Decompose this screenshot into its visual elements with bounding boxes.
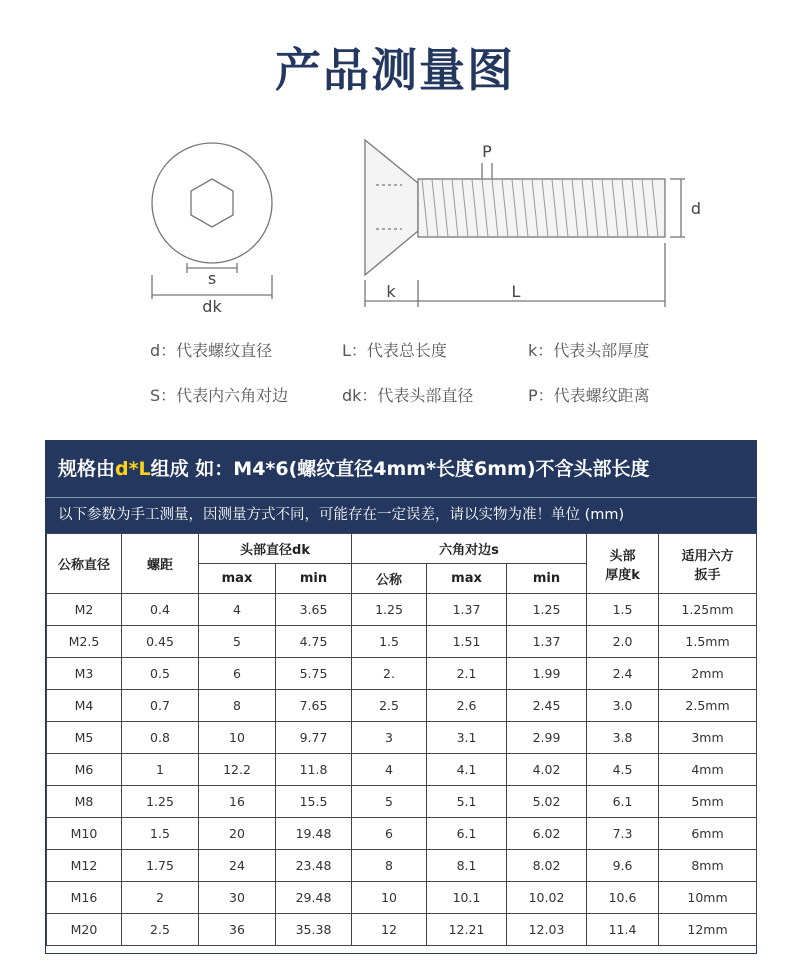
table-cell: M16	[47, 882, 122, 914]
col-wrench	[659, 534, 757, 594]
table-cell: M10	[47, 818, 122, 850]
table-cell: 2.6	[427, 690, 507, 722]
table-cell: 29.48	[276, 882, 352, 914]
table-cell: 4.02	[507, 754, 587, 786]
col-s-min: min	[507, 564, 587, 594]
table-cell: 30	[199, 882, 276, 914]
table-cell: 4.5	[587, 754, 659, 786]
spec-header-pre: 规格由	[58, 458, 116, 480]
table-cell: 8	[199, 690, 276, 722]
table-row	[47, 690, 757, 722]
table-cell: 2.	[352, 658, 427, 690]
table-cell: 3.65	[276, 594, 352, 626]
screw-diagram	[140, 135, 702, 316]
table-cell: 10.02	[507, 882, 587, 914]
table-cell: 0.45	[122, 626, 199, 658]
table-cell: 3.8	[587, 722, 659, 754]
page-title: 产品测量图	[275, 43, 515, 97]
table-cell: 0.5	[122, 658, 199, 690]
table-cell: 2.5	[122, 914, 199, 946]
table-cell: 2.5	[352, 690, 427, 722]
table-cell: 12.03	[507, 914, 587, 946]
table-cell: 36	[199, 914, 276, 946]
table-cell: 1.99	[507, 658, 587, 690]
table-cell: 1.25	[507, 594, 587, 626]
table-row	[47, 818, 757, 850]
spec-note: 以下参数为手工测量，因测量方式不同，可能存在一定误差，请以实物为准！单位 (mm)	[46, 497, 756, 533]
table-cell: 35.38	[276, 914, 352, 946]
table-cell: 16	[199, 786, 276, 818]
col-head-thick-line2: 厚度k	[605, 567, 640, 583]
table-cell: M20	[47, 914, 122, 946]
table-cell: M12	[47, 850, 122, 882]
col-head-dia: 头部直径dk	[199, 534, 352, 564]
table-cell: 6mm	[659, 818, 757, 850]
col-dk-max: max	[199, 564, 276, 594]
table-cell: 5.75	[276, 658, 352, 690]
table-cell: 2.45	[507, 690, 587, 722]
label-k: k	[386, 282, 396, 301]
table-cell: 8.1	[427, 850, 507, 882]
table-row	[47, 626, 757, 658]
spec-header-highlight: d*L	[115, 458, 151, 480]
table-cell: 8.02	[507, 850, 587, 882]
table-cell: 1.5mm	[659, 626, 757, 658]
table-cell: 8mm	[659, 850, 757, 882]
table-cell: 2.0	[587, 626, 659, 658]
table-cell: 1.51	[427, 626, 507, 658]
table-cell: M6	[47, 754, 122, 786]
table-cell: 5	[352, 786, 427, 818]
table-cell: M8	[47, 786, 122, 818]
legend	[150, 338, 710, 406]
table-cell: 5mm	[659, 786, 757, 818]
table-cell: 1.37	[507, 626, 587, 658]
table-cell: 4mm	[659, 754, 757, 786]
label-dk: dk	[202, 297, 222, 316]
legend-item: d：代表螺纹直径	[150, 341, 273, 360]
table-cell: 0.8	[122, 722, 199, 754]
table-cell: 2mm	[659, 658, 757, 690]
table-cell: 2.5mm	[659, 690, 757, 722]
table-cell: 24	[199, 850, 276, 882]
side-view-icon	[365, 140, 685, 307]
table-cell: 23.48	[276, 850, 352, 882]
table-cell: 9.77	[276, 722, 352, 754]
col-wrench-line1: 适用六方	[681, 548, 734, 564]
table-row	[47, 658, 757, 690]
table-row	[47, 754, 757, 786]
table-cell: 3mm	[659, 722, 757, 754]
table-cell: 6.1	[427, 818, 507, 850]
table-cell: 5	[199, 626, 276, 658]
table-cell: 6	[352, 818, 427, 850]
table-cell: 10mm	[659, 882, 757, 914]
table-cell: 19.48	[276, 818, 352, 850]
spec-header-post: 组成 如：M4*6(螺纹直径4mm*长度6mm)不含头部长度	[150, 458, 650, 480]
table-row	[47, 786, 757, 818]
table-cell: 6.02	[507, 818, 587, 850]
table-cell: 11.8	[276, 754, 352, 786]
table-cell: 11.4	[587, 914, 659, 946]
table-cell: 1.25	[352, 594, 427, 626]
table-cell: 12mm	[659, 914, 757, 946]
table-cell: 1.75	[122, 850, 199, 882]
col-wrench-line2: 扳手	[694, 567, 721, 583]
table-row	[47, 914, 757, 946]
label-p: P	[482, 142, 492, 161]
table-cell: 10.6	[587, 882, 659, 914]
table-cell: 1	[122, 754, 199, 786]
col-pitch: 螺距	[122, 534, 199, 594]
table-cell: 5.02	[507, 786, 587, 818]
table-cell: 4.1	[427, 754, 507, 786]
legend-item: k：代表头部厚度	[528, 341, 650, 360]
table-row	[47, 882, 757, 914]
table-cell: 12.21	[427, 914, 507, 946]
table-cell: 10	[199, 722, 276, 754]
table-cell: 7.65	[276, 690, 352, 722]
legend-item: S：代表内六角对边	[150, 386, 289, 405]
col-nominal: 公称直径	[47, 534, 122, 594]
table-cell: 0.4	[122, 594, 199, 626]
col-hex: 六角对边s	[352, 534, 587, 564]
table-cell: 15.5	[276, 786, 352, 818]
table-cell: 1.5	[587, 594, 659, 626]
table-cell: 7.3	[587, 818, 659, 850]
table-cell: M3	[47, 658, 122, 690]
label-d: d	[690, 199, 702, 218]
table-cell: 3	[352, 722, 427, 754]
col-s-max: max	[427, 564, 507, 594]
table-cell: 3.0	[587, 690, 659, 722]
table-cell: 0.7	[122, 690, 199, 722]
table-cell: 6.1	[587, 786, 659, 818]
table-cell: 2.4	[587, 658, 659, 690]
table-cell: 2.1	[427, 658, 507, 690]
table-row	[47, 722, 757, 754]
table-cell: 20	[199, 818, 276, 850]
table-cell: 1.5	[122, 818, 199, 850]
table-row	[47, 594, 757, 626]
table-cell: 10.1	[427, 882, 507, 914]
table-cell: 9.6	[587, 850, 659, 882]
table-cell: 4	[352, 754, 427, 786]
label-s: s	[207, 269, 217, 288]
table-row	[47, 850, 757, 882]
table-cell: 1.25	[122, 786, 199, 818]
legend-item: P：代表螺纹距离	[528, 386, 650, 405]
col-head-thick-line1: 头部	[609, 548, 636, 564]
table-cell: M5	[47, 722, 122, 754]
table-cell: 12.2	[199, 754, 276, 786]
table-cell: 1.5	[352, 626, 427, 658]
table-cell: 3.1	[427, 722, 507, 754]
table-cell: 2.99	[507, 722, 587, 754]
col-dk-min: min	[276, 564, 352, 594]
table-cell: 6	[199, 658, 276, 690]
spec-panel	[45, 440, 757, 954]
table-cell: 4.75	[276, 626, 352, 658]
table-cell: M2	[47, 594, 122, 626]
table-cell: M2.5	[47, 626, 122, 658]
spec-header	[46, 441, 756, 497]
legend-item: L：代表总长度	[342, 341, 447, 360]
table-cell: 10	[352, 882, 427, 914]
table-cell: M4	[47, 690, 122, 722]
label-l: L	[511, 282, 521, 301]
table-cell: 2	[122, 882, 199, 914]
table-cell: 12	[352, 914, 427, 946]
table-cell: 8	[352, 850, 427, 882]
spec-table	[46, 533, 757, 946]
table-cell: 5.1	[427, 786, 507, 818]
table-cell: 1.37	[427, 594, 507, 626]
table-cell: 1.25mm	[659, 594, 757, 626]
table-cell: 4	[199, 594, 276, 626]
legend-item: dk：代表头部直径	[342, 386, 474, 405]
col-head-thick	[587, 534, 659, 594]
col-s-nominal: 公称	[352, 564, 427, 594]
